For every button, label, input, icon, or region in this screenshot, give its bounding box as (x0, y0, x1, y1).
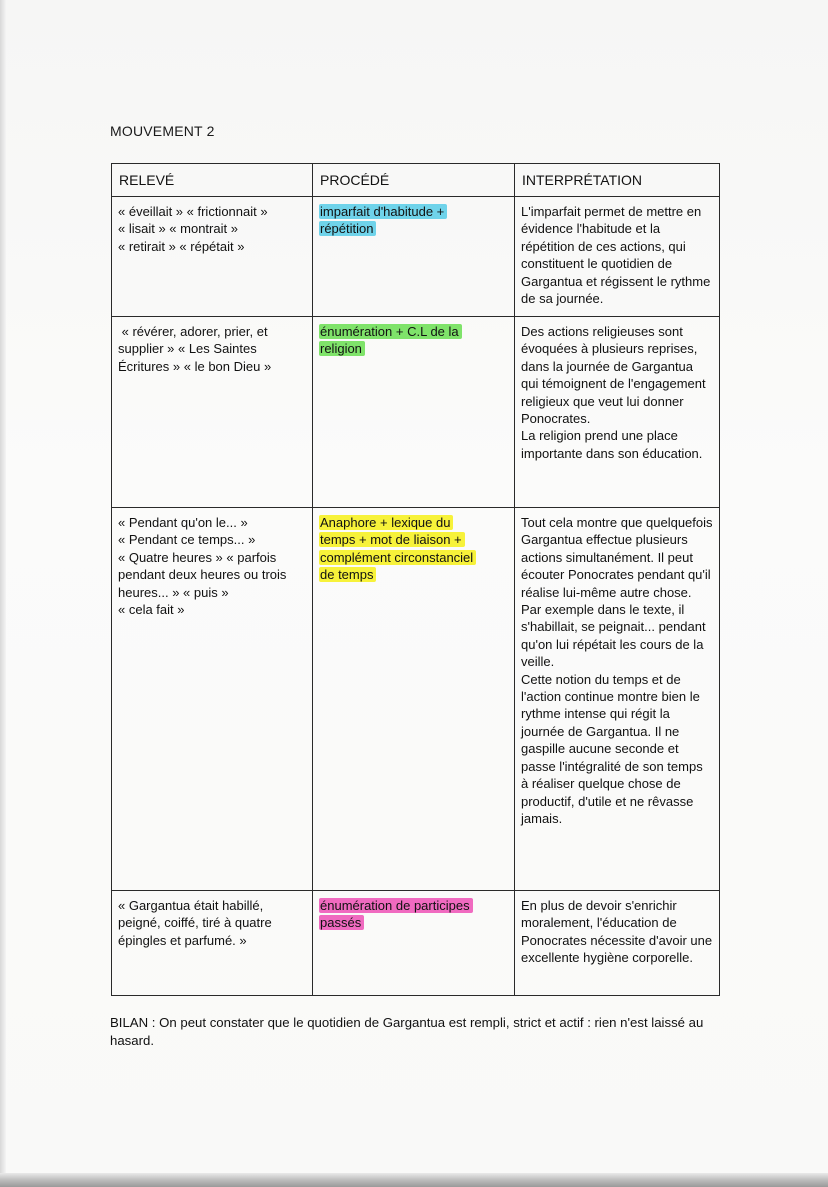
interpretation-cell (515, 891, 720, 996)
header-interpretation: INTERPRÉTATION (515, 164, 720, 197)
releve-cell (112, 197, 313, 317)
table-header-row (112, 164, 720, 197)
table-row (112, 508, 720, 891)
interpretation-text: En plus de devoir s'enrichir moralement, l'éducation de Ponocrates nécessite d'avoir une excellente hygiène corporelle. (521, 898, 716, 966)
releve-cell (112, 317, 313, 508)
table-row (112, 317, 720, 508)
procede-cell (313, 508, 515, 891)
interpretation-cell (515, 197, 720, 317)
page-edge-shadow (0, 0, 6, 1187)
procede-highlight: énumération de participes passés (319, 898, 473, 930)
bilan-paragraph: BILAN : On peut constater que le quotidien de Gargantua est rempli, strict et actif : rien n'est laissé au hasard. (110, 1015, 704, 1048)
releve-text: « éveillait » « frictionnait » « lisait » « montrait » « retirait » « répétait » (118, 204, 268, 254)
releve-text: « Gargantua était habillé, peigné, coiffé, tiré à quatre épingles et parfumé. » (118, 898, 276, 948)
procede-cell (313, 197, 515, 317)
header-procede: PROCÉDÉ (313, 164, 515, 197)
releve-text: « révérer, adorer, prier, et supplier » « Les Saintes Écritures » « le bon Dieu » (118, 324, 272, 374)
interpretation-cell (515, 317, 720, 508)
interpretation-text: Tout cela montre que quelquefois Gargantua effectue plusieurs actions simultanément. Il peut écouter Ponocrates pendant qu'il réalise lui-même autre chose. Par exemple dans le texte, il s'habillait, se peignait... pendant qu'on lui répétait les cours de la veille. Cette notion du temps et de l'action continue montre bien le rythme intense qui régit la journée de Gargantua. Il ne gaspille aucune seconde et passe l'intégralité de son temps à réaliser quelque chose de productif, d'utile et ne rêvasse jamais. (521, 515, 713, 826)
interpretation-cell (515, 508, 720, 891)
releve-cell (112, 508, 313, 891)
releve-cell (112, 891, 313, 996)
analysis-table (111, 163, 720, 996)
sheet-protector-edge (0, 1173, 828, 1187)
table-row (112, 197, 720, 317)
table-row (112, 891, 720, 996)
interpretation-text: Des actions religieuses sont évoquées à plusieurs reprises, dans la journée de Gargantua qui témoignent de l'engagement religieux que veut lui donner Ponocrates. La religion prend une place importante dans son éducation. (521, 324, 706, 461)
procede-highlight: Anaphore + lexique du temps + mot de liaison + complément circonstanciel de temps (319, 515, 476, 582)
procede-cell (313, 891, 515, 996)
procede-cell (313, 317, 515, 508)
procede-highlight: imparfait d'habitude + répétition (319, 204, 447, 236)
releve-text: « Pendant qu'on le... » « Pendant ce temps... » « Quatre heures » « parfois pendant deux heures ou trois heures... » « puis » « cela fait » (118, 515, 287, 618)
section-title: MOUVEMENT 2 (110, 123, 215, 139)
header-releve: RELEVÉ (112, 164, 313, 197)
procede-highlight: énumération + C.L de la religion (319, 324, 462, 356)
interpretation-text: L'imparfait permet de mettre en évidence l'habitude et la répétition de ces actions, qui constituent le quotidien de Gargantua et régissent le rythme de sa journée. (521, 204, 714, 307)
